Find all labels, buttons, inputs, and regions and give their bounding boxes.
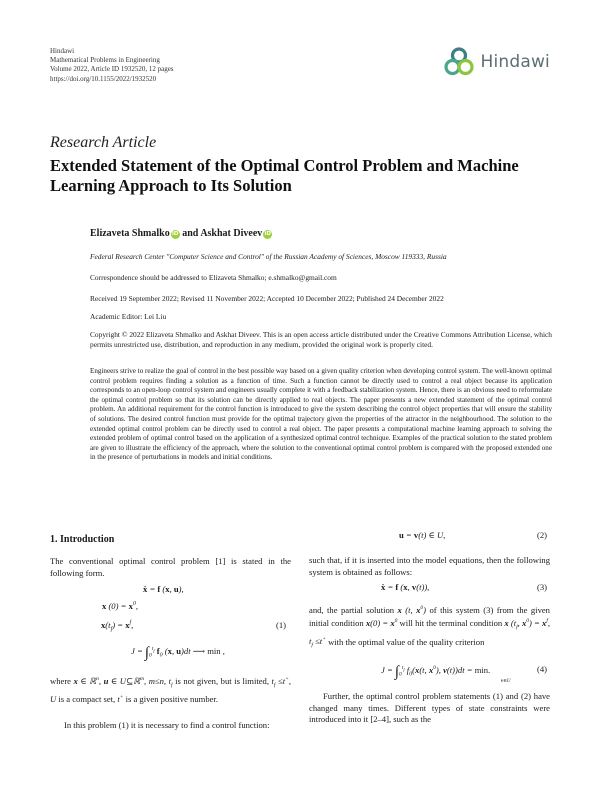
intro-paragraph: such that, if it is inserted into the model equations, then the following system is obtained as follows: (309, 555, 550, 577)
equation-text: min , (207, 646, 225, 656)
section-heading: 1. Introduction (50, 534, 115, 545)
text-fragment: is a given positive number. (125, 694, 218, 705)
equation: x $(0) = x^0$, (102, 601, 139, 611)
intro-paragraph: Further, the optimal control problem statements (1) and (2) have changed many times. Different types of state constraints were introduced into it [2–4], such as the (309, 691, 550, 725)
article-type: Research Article (50, 134, 157, 151)
author-separator: and (182, 228, 199, 239)
equation: u = v(t) ∈ U, (399, 530, 446, 540)
equation: $x(t_f) = x^f$, (101, 620, 134, 633)
equation-subscript: v∈U (501, 679, 511, 684)
publisher-name: Hindawi (50, 47, 75, 55)
copyright-notice: Copyright © 2022 Elizaveta Shmalko and Askhat Diveev. This is an open access article distributed under the Creative Commons Attribution License, which permits unrestricted use, distribution, and reproduction in any medium, provided the original work is properly cited. (90, 330, 552, 349)
page-title: Extended Statement of the Optimal Control Problem and Machine Learning Approach to Its Solution (50, 156, 519, 195)
intro-paragraph: and, the partial solution x (t, $x^0$) of this system (3) from the given initial condition $x(0) = x^0$ will hit the terminal condition x ($t_f$, $x^0) = x^f$, $t_f \le t^+$ with the optimal value of the quality criterion (309, 604, 550, 650)
text-fragment: with the optimal value of the quality criterion (328, 636, 485, 647)
journal-name: Mathematical Problems in Engineering (50, 56, 160, 65)
affiliation: Federal Research Center "Computer Science and Control" of the Russian Academy of Sciences, Moscow 119333, Russia (90, 252, 447, 261)
intro-paragraph: In this problem (1) it is necessary to find a control function: (64, 720, 270, 730)
correspondence: Correspondence should be addressed to Elizaveta Shmalko; e.shmalko@gmail.com (90, 273, 337, 282)
article-dates: Received 19 September 2022; Revised 11 November 2022; Accepted 10 December 2022; Published 24 December 2022 (90, 294, 444, 303)
author-list (90, 228, 272, 239)
equation: ẋ = f (x, v(t)), (381, 582, 430, 592)
text-fragment: and, the partial solution (309, 604, 395, 615)
volume-info: Volume 2022, Article ID 1932520, 12 pages (50, 65, 174, 74)
hindawi-logo (444, 47, 550, 77)
hindawi-logo-icon (444, 47, 474, 77)
author-name: Askhat Diveev (200, 228, 263, 239)
equation: $J = \int_0^{t_f}$ $f_0$ (x, u)dt ⟶ min , (131, 645, 225, 661)
text-fragment: is a compact set, (58, 694, 116, 705)
doi-link[interactable]: https://doi.org/10.1155/2022/1932520 (50, 74, 157, 83)
text-fragment: will hit the terminal condition (399, 618, 503, 629)
journal-meta (50, 47, 174, 84)
equation-number: (1) (276, 620, 287, 630)
orcid-icon[interactable]: iD (264, 231, 271, 237)
text-fragment: is not given, but is limited, (175, 675, 269, 686)
equation-number: (2) (537, 530, 548, 540)
text-fragment: where (50, 675, 71, 686)
equation-text: min. (474, 665, 491, 675)
logo-text: Hindawi (480, 52, 550, 72)
text-fragment: of this system (3) from the given initial condition (309, 604, 550, 629)
academic-editor: Academic Editor: Lei Liu (90, 312, 167, 321)
author-name: Elizaveta Shmalko (90, 228, 170, 239)
intro-paragraph: The conventional optimal control problem [1] is stated in the following form. (50, 556, 291, 578)
equation-number: (3) (537, 582, 548, 592)
abstract: Engineers strive to realize the goal of control in the best possible way based on a given quality criterion when developing control system. The well-known optimal control problem requires finding a solution as a function of time. Such a function cannot be directly used to control a real object because its application corresponds to an open-loop control system and engineers usually complete it with a feedback stabilization system. Hence, there is an obvious need to reformulate the optimal control problem so that its solution can be directly applied to real objects. The paper presents a new extended statement of the optimal control problem. An additional requirement for the control function is introduced to give the system describing the control object properties that will ensure the stability of solutions. The desired control function must provide for the optimal trajectory given the properties of the attractor in the neighbourhood. The solution to the extended optimal control problem can be directly used to control a real object. The paper presents a computational machine learning approach to solving the extended problem of optimal control based on the application of a synthesized optimal control technique. Examples of the practical solution to the stated problem are given to illustrate the efficiency of the approach, where the solution to the conventional optimal control problem is compared with the proposed extended one in the presence of perturbations in models and initial conditions. (90, 367, 552, 462)
equation: ẋ = f (x, u), (143, 584, 184, 594)
equation: $J = \int_0^{t_f}$ $f_0(x(t$, $x^0$), v(t))dt = min. (381, 664, 491, 680)
intro-paragraph: where x ∈ ℝ$^n$, u ∈ U⊆ℝ$^m$, m≤n, $t_f$ is not given, but is limited, $t_f \le t^+$, U is a compact set, t+ is a given positive number. (50, 675, 291, 705)
orcid-icon[interactable]: iD (172, 231, 179, 237)
equation-number: (4) (537, 664, 548, 674)
